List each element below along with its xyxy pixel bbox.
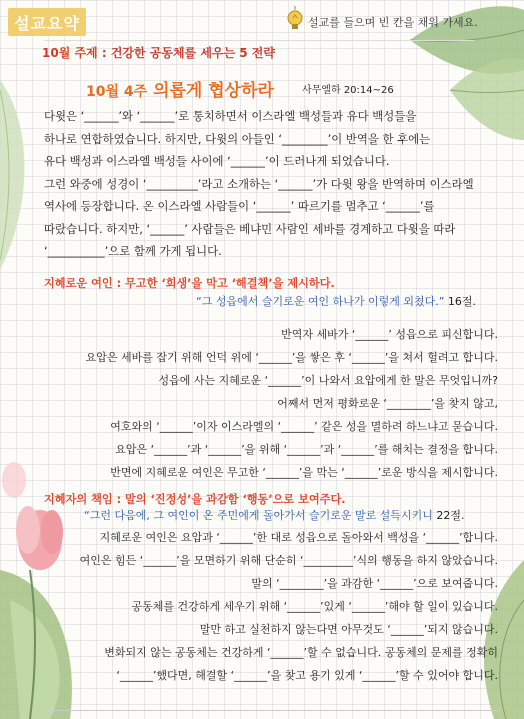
section2-lines bbox=[28, 526, 498, 687]
intro-line: 다윗은 ‘______’와 ‘______’로 통치하면서 이스라엘 백성들과 유다 백성들을 bbox=[44, 109, 417, 123]
lightbulb-icon bbox=[286, 6, 304, 32]
lesson-title bbox=[86, 76, 274, 101]
intro-paragraph bbox=[44, 105, 494, 263]
intro-line: ‘__________’으로 함께 가게 됩니다. bbox=[44, 244, 222, 258]
sermon-summary-tag: 설교요약 bbox=[8, 8, 86, 36]
section1-quote-text: “그 성읍에서 슬기로운 여인 하나가 이렇게 외쳤다.” bbox=[196, 295, 445, 308]
section1-line: 여호와의 ‘______’이자 이스라엘의 ‘______’ 같은 성을 멸하려 하느냐고 묻습니다. bbox=[110, 420, 498, 433]
section2-line: 지혜로운 여인은 요압과 ‘______’한 대로 성읍으로 돌아와서 백성을 ‘______’합니다. bbox=[99, 531, 498, 544]
section2-quote-ref: 22절. bbox=[432, 509, 465, 522]
section2-line: 말의 ‘________’을 과감한 ‘______’으로 보여줍니다. bbox=[251, 577, 498, 590]
section1-lines bbox=[28, 323, 498, 484]
section1-line: 요압은 ‘______’과 ‘______’을 위해 ‘______’과 ‘______’를 해치는 결정을 합니다. bbox=[115, 443, 498, 456]
section2-line: 말만 하고 실천하지 않는다면 아무것도 ‘______’되지 않습니다. bbox=[199, 623, 498, 636]
section1-line: 반면에 지혜로운 여인은 무고한 ‘______’을 막는 ‘______’로운 방식을 제시합니다. bbox=[110, 466, 498, 479]
lesson-week: 10월 4주 bbox=[86, 84, 148, 100]
section2-heading: 지혜자의 책임 : 말의 ‘진정성’을 과감함 ‘행동’으로 보여주다. bbox=[44, 493, 346, 506]
section2-quote-text: “그런 다음에, 그 여인이 온 주민에게 돌아가서 슬기로운 말로 설득시키니 bbox=[84, 509, 433, 522]
intro-line: 따랐습니다. 하지만, ‘______’ 사람들은 베냐민 사람인 세바를 경계하고 다윗을 따라 bbox=[44, 221, 456, 236]
section2-quote bbox=[84, 507, 464, 523]
section1-heading: 지혜로운 여인 : 무고한 ‘희생’을 막고 ‘해결책’을 제시하다. bbox=[44, 277, 335, 290]
monthly-theme bbox=[42, 44, 275, 61]
scripture-reference: 사무엘하 20:14~26 bbox=[302, 85, 394, 96]
section2-line: 여인은 힘든 ‘______’을 모면하기 위해 단순히 ‘_________’식의 행동을 하지 않았습니다. bbox=[79, 554, 498, 567]
intro-line: 하나로 연합하였습니다. 하지만, 다윗의 아들인 ‘________’이 반역을 한 후에는 bbox=[44, 131, 431, 146]
header-divider bbox=[44, 40, 474, 41]
footer-divider bbox=[44, 710, 500, 711]
theme-label: 10월 주제 : bbox=[42, 46, 107, 60]
theme-value: 건강한 공동체를 세우는 5 전략 bbox=[106, 46, 275, 60]
section2-line: ‘______’했다면, 해결할 ‘______’을 찾고 용기 있게 ‘______’할 수 있어야 합니다. bbox=[116, 669, 498, 682]
section2-line: 공동체를 건강하게 세우기 위해 ‘______’있게 ‘______’해야 할 일이 있습니다. bbox=[131, 600, 498, 613]
leaf-decoration-left bbox=[0, 60, 40, 290]
section1-quote-ref: 16절. bbox=[444, 295, 477, 308]
section1-line: 반역자 세바가 ‘______’ 성읍으로 피신합니다. bbox=[281, 328, 498, 341]
section1-line: 어째서 먼저 평화로운 ‘________’을 찾지 않고, bbox=[277, 397, 498, 410]
intro-line: 역사에 등장합니다. 온 이스라엘 사람들이 ‘______’ 따르기를 멈추고 ‘______’를 bbox=[44, 199, 435, 213]
section1-quote bbox=[196, 293, 476, 309]
instruction-text: 설교를 들으며 빈 칸을 채워 가세요. bbox=[308, 16, 478, 29]
section1-line: 요압은 세바를 잡기 위해 언덕 위에 ‘______’을 쌓은 후 ‘______’을 쳐서 헐려고 합니다. bbox=[85, 351, 498, 364]
lesson-title-text: 의롭게 협상하라 bbox=[147, 81, 274, 101]
intro-line: 유다 백성과 이스라엘 백성들 사이에 ‘______’이 드러나게 되었습니다. bbox=[44, 154, 390, 168]
intro-line: 그런 와중에 성경이 ‘_________’라고 소개하는 ‘______’가 다윗 왕을 반역하며 이스라엘 bbox=[44, 176, 474, 191]
section2-line: 변화되지 않는 공동체는 건강하게 ‘______’할 수 없습니다. 공동체의 문제를 정확히 bbox=[104, 646, 498, 659]
section1-line: 성읍에 사는 지혜로운 ‘______’이 나와서 요압에게 한 말은 무엇입니까? bbox=[158, 374, 498, 387]
